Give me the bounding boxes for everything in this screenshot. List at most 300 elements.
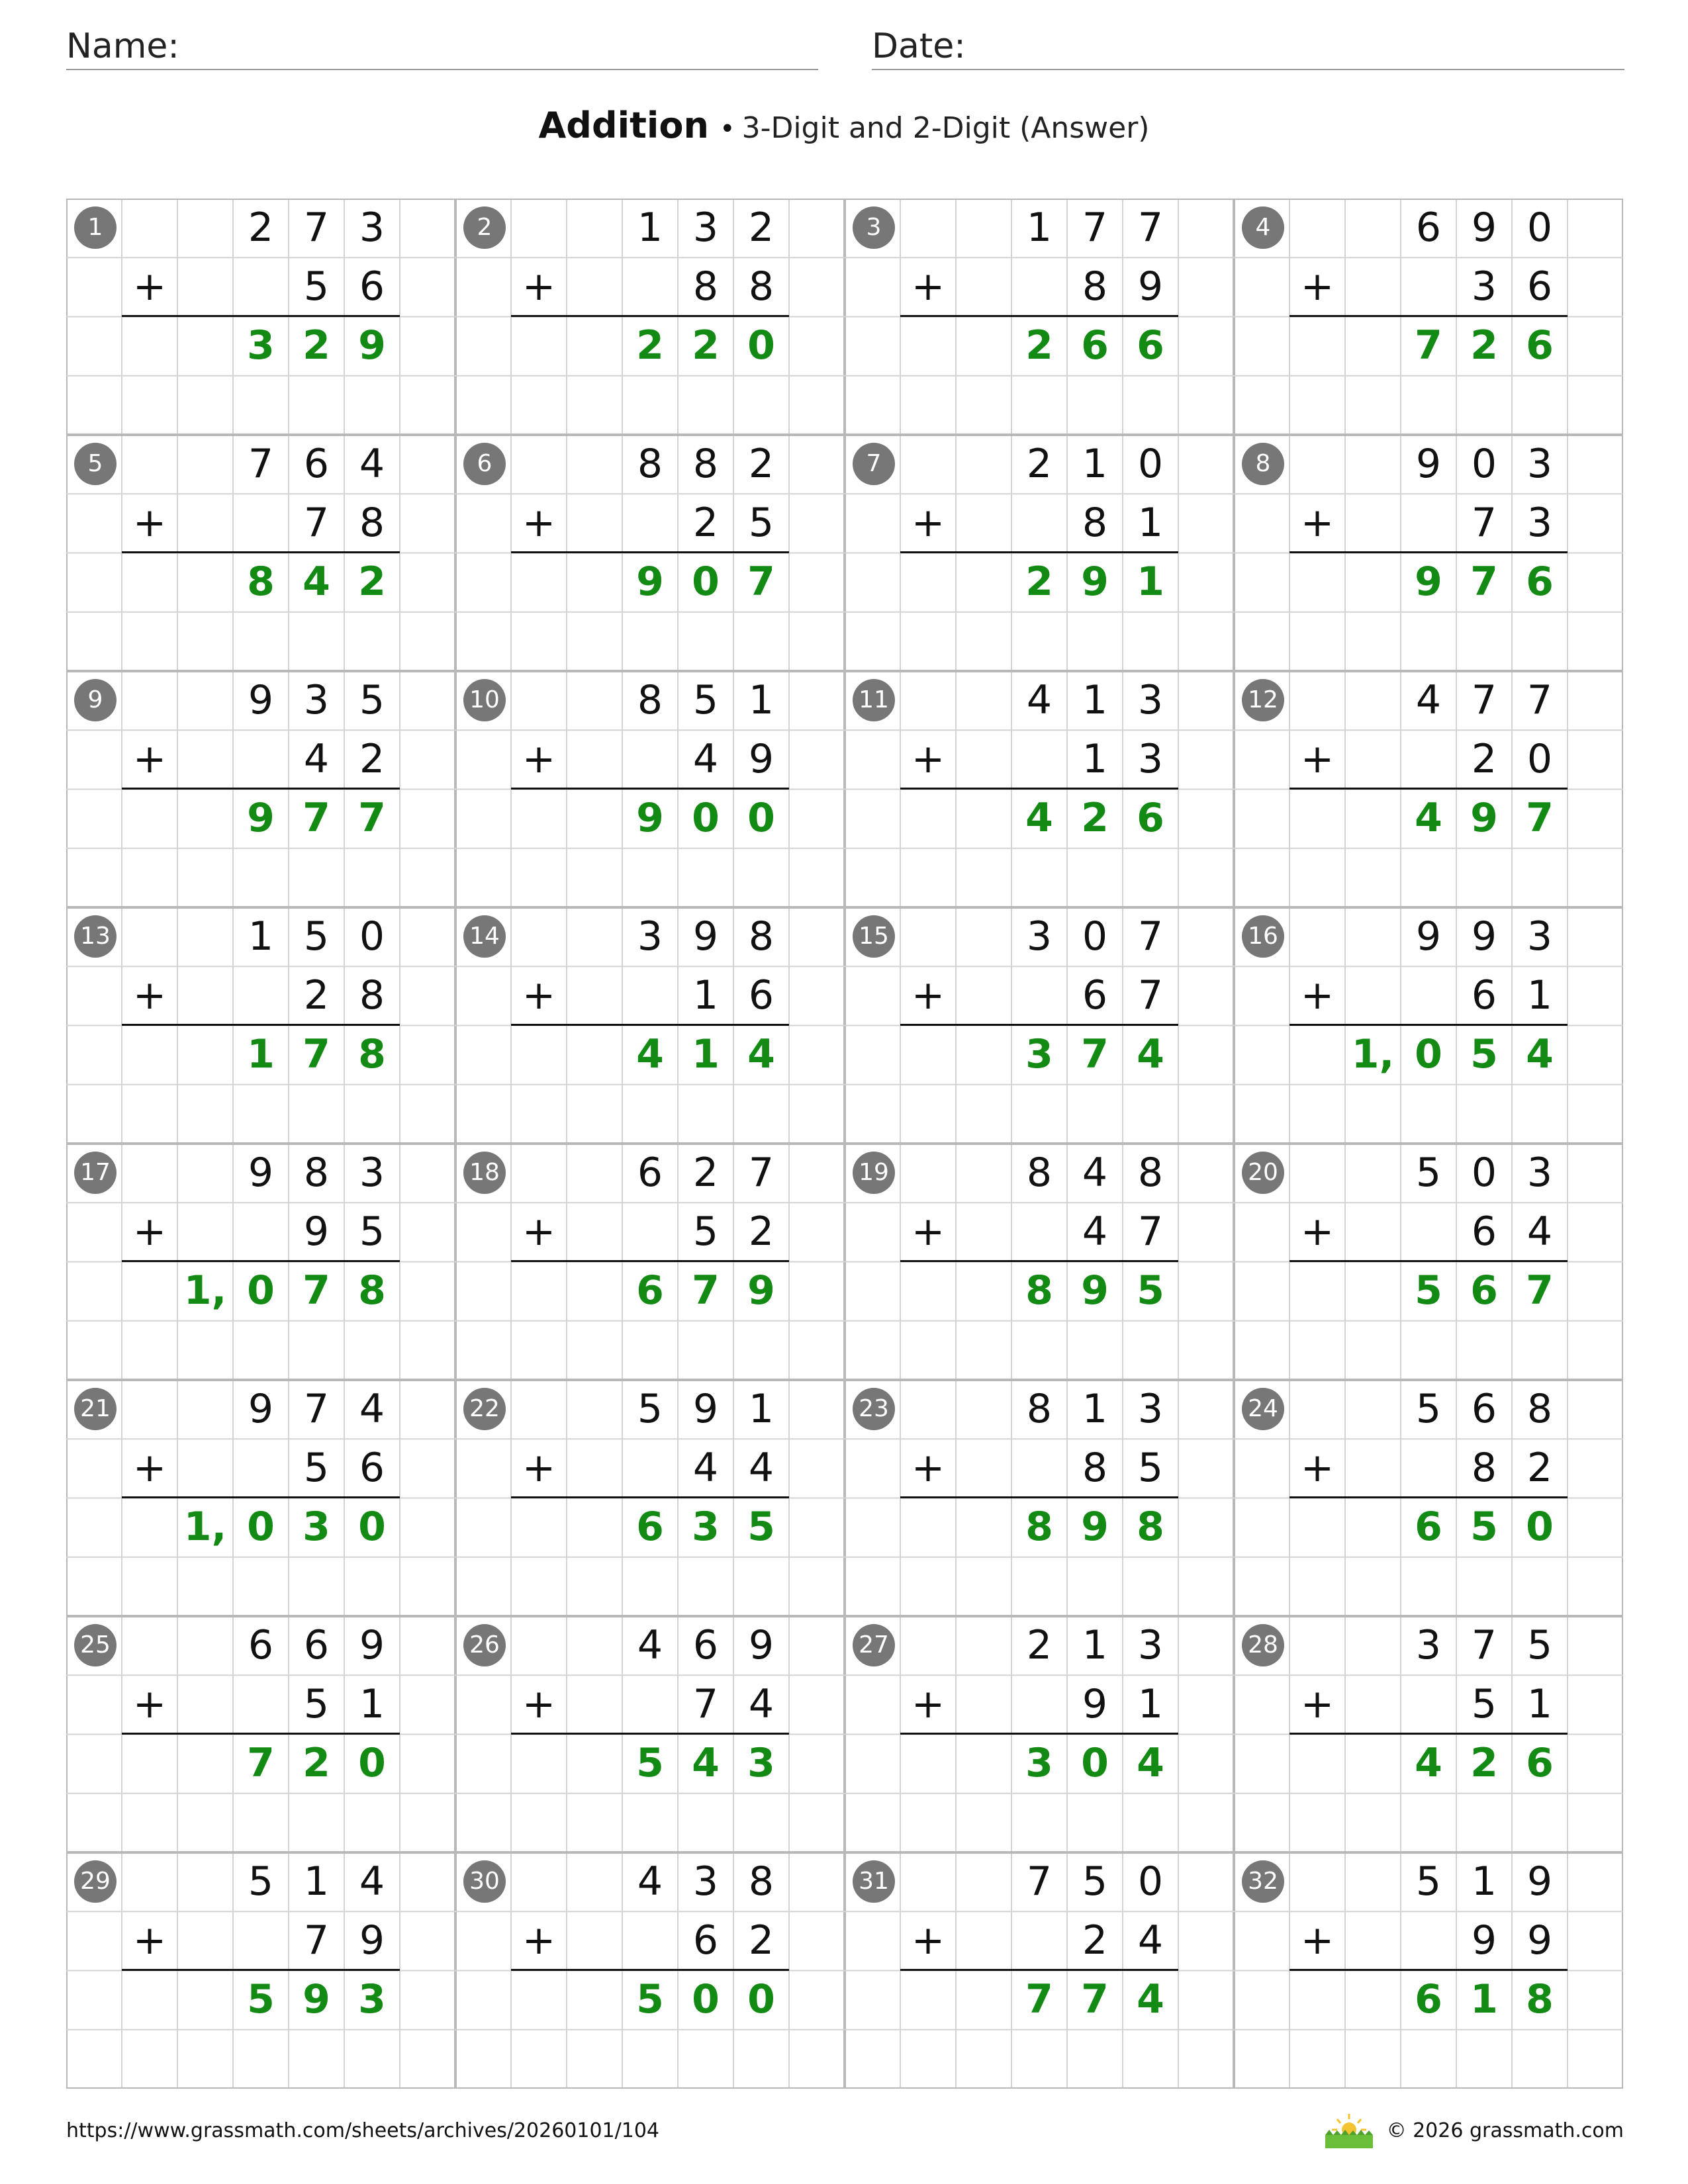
problem-number-badge: 23 xyxy=(853,1388,895,1430)
digit-cell: 9 xyxy=(748,1622,774,1668)
problem xyxy=(845,907,1234,1144)
addend-top xyxy=(233,1852,400,1911)
digit-cell: 7 xyxy=(303,795,330,841)
digit-cell: 6 xyxy=(248,1622,274,1668)
addend-bottom xyxy=(678,1439,789,1498)
addend-top xyxy=(1401,1144,1568,1203)
problem xyxy=(66,671,455,907)
digit-cell: 9 xyxy=(358,322,386,369)
answer xyxy=(1011,1261,1178,1320)
sum-rule-line xyxy=(1289,1969,1568,1971)
sum-rule-line xyxy=(122,788,400,790)
addend-bottom xyxy=(1456,1439,1568,1498)
digit-cell: 5 xyxy=(636,1976,664,2023)
answer xyxy=(1011,1498,1178,1557)
sum-rule-line xyxy=(1289,788,1568,790)
answer xyxy=(622,1970,789,2029)
digit-cell: 9 xyxy=(303,1208,330,1255)
digit-cell: 1 xyxy=(1082,677,1108,723)
digit-cell: 9 xyxy=(247,795,275,841)
digit-cell: 1, xyxy=(183,1504,227,1550)
digit-cell: 1 xyxy=(1082,1386,1108,1432)
digit-cell: 4 xyxy=(1415,795,1442,841)
digit-cell: 5 xyxy=(1137,1267,1164,1314)
digit-cell: 9 xyxy=(1471,1917,1497,1964)
digit-cell: 6 xyxy=(1471,972,1497,1019)
problem xyxy=(66,1616,455,1852)
addend-top xyxy=(622,435,789,494)
digit-cell: 4 xyxy=(1526,1208,1553,1255)
digit-cell: 2 xyxy=(692,322,720,369)
digit-cell: 3 xyxy=(359,205,385,251)
sum-rule-line xyxy=(900,1024,1178,1026)
plus-sign: + xyxy=(522,1208,556,1255)
addend-bottom xyxy=(289,966,400,1025)
digit-cell: 0 xyxy=(1526,205,1553,251)
digit-cell: 5 xyxy=(1470,1504,1498,1550)
addend-bottom xyxy=(289,730,400,789)
plus-sign: + xyxy=(911,1917,945,1964)
sum-rule-line xyxy=(511,1969,789,1971)
name-field[interactable] xyxy=(66,24,818,70)
plus-sign: + xyxy=(911,1681,945,1727)
digit-cell: 0 xyxy=(1415,1031,1442,1077)
addend-bottom xyxy=(678,494,789,553)
digit-cell: 4 xyxy=(1526,1031,1554,1077)
digit-cell: 4 xyxy=(692,1445,719,1491)
digit-cell: 0 xyxy=(1526,736,1553,782)
digit-cell: 9 xyxy=(248,677,274,723)
digit-cell: 7 xyxy=(1025,1976,1053,2023)
sum-rule-line xyxy=(1289,1024,1568,1026)
sum-rule-line xyxy=(511,551,789,553)
digit-cell: 6 xyxy=(1526,263,1553,310)
answer xyxy=(233,789,400,848)
digit-cell: 4 xyxy=(359,1386,385,1432)
digit-cell: 9 xyxy=(1081,1267,1109,1314)
digit-cell: 3 xyxy=(1526,500,1553,546)
sum-rule-line xyxy=(900,1496,1178,1498)
digit-cell: 6 xyxy=(1526,559,1554,605)
digit-cell: 5 xyxy=(1415,1858,1442,1905)
digit-cell: 3 xyxy=(692,1504,720,1550)
plus-sign: + xyxy=(132,972,167,1019)
addend-top xyxy=(1401,199,1568,257)
digit-cell: 0 xyxy=(359,913,385,960)
plus-sign: + xyxy=(1300,972,1335,1019)
problem-number-badge: 28 xyxy=(1242,1624,1284,1666)
digit-cell: 9 xyxy=(1137,263,1164,310)
digit-cell: 1 xyxy=(637,205,663,251)
digit-cell: 1 xyxy=(748,677,774,723)
addend-top xyxy=(622,1852,789,1911)
digit-cell: 3 xyxy=(637,913,663,960)
problem xyxy=(455,1616,845,1852)
digit-cell: 6 xyxy=(1471,1386,1497,1432)
digit-cell: 3 xyxy=(1137,1622,1164,1668)
problem xyxy=(66,1852,455,2089)
digit-cell: 2 xyxy=(303,1740,330,1786)
plus-sign: + xyxy=(522,263,556,310)
problem-number-badge: 20 xyxy=(1242,1152,1284,1194)
addend-top xyxy=(1011,1852,1178,1911)
problem-number-badge: 5 xyxy=(74,443,117,485)
digit-cell: 9 xyxy=(248,1386,274,1432)
footer-url[interactable]: https://www.grassmath.com/sheets/archives/20260101/104 xyxy=(66,2119,660,2142)
name-label: Name: xyxy=(66,26,179,66)
addend-top xyxy=(622,907,789,966)
digit-cell: 6 xyxy=(359,263,385,310)
answer xyxy=(233,1970,400,2029)
digit-cell: 4 xyxy=(359,441,385,487)
digit-cell: 7 xyxy=(1471,1622,1497,1668)
digit-cell: 6 xyxy=(1082,972,1108,1019)
date-field[interactable] xyxy=(872,24,1624,70)
answer xyxy=(622,316,789,375)
digit-cell: 0 xyxy=(1137,441,1164,487)
addend-top xyxy=(233,1144,400,1203)
digit-cell: 0 xyxy=(247,1267,275,1314)
answer xyxy=(1345,1025,1568,1084)
addend-top xyxy=(1011,1144,1178,1203)
addend-bottom xyxy=(1067,1911,1178,1970)
digit-cell: 8 xyxy=(1137,1504,1164,1550)
problem xyxy=(455,671,845,907)
addend-bottom xyxy=(289,1439,400,1498)
answer xyxy=(1401,1970,1568,2029)
problem-number-badge: 26 xyxy=(463,1624,506,1666)
digit-cell: 7 xyxy=(1137,1208,1164,1255)
digit-cell: 6 xyxy=(1415,205,1442,251)
digit-cell: 7 xyxy=(303,1917,330,1964)
digit-cell: 7 xyxy=(1137,913,1164,960)
problem xyxy=(845,1616,1234,1852)
problem xyxy=(66,1144,455,1380)
problem-number-badge: 2 xyxy=(463,206,506,249)
addend-top xyxy=(1401,671,1568,730)
digit-cell: 1 xyxy=(1526,972,1553,1019)
digit-cell: 2 xyxy=(1470,1740,1498,1786)
digit-cell: 5 xyxy=(692,677,719,723)
digit-cell: 8 xyxy=(692,263,719,310)
addend-top xyxy=(1401,1380,1568,1439)
digit-cell: 7 xyxy=(1470,559,1498,605)
addend-bottom xyxy=(678,1675,789,1734)
digit-cell: 9 xyxy=(1470,795,1498,841)
problem xyxy=(845,1144,1234,1380)
digit-cell: 5 xyxy=(1415,1267,1442,1314)
answer xyxy=(233,1734,400,1793)
sum-rule-line xyxy=(1289,1496,1568,1498)
digit-cell: 4 xyxy=(1026,677,1053,723)
footer-copyright: © 2026 grassmath.com xyxy=(1386,2119,1624,2142)
digit-cell: 7 xyxy=(303,1267,330,1314)
digit-cell: 2 xyxy=(1471,736,1497,782)
digit-cell: 4 xyxy=(692,1740,720,1786)
addend-bottom xyxy=(678,966,789,1025)
digit-cell: 0 xyxy=(747,1976,775,2023)
problem xyxy=(66,907,455,1144)
problem-number-badge: 19 xyxy=(853,1152,895,1194)
addend-top xyxy=(1401,1616,1568,1675)
digit-cell: 6 xyxy=(359,1445,385,1491)
answer xyxy=(233,1025,400,1084)
answer xyxy=(622,1261,789,1320)
digit-cell: 5 xyxy=(1415,1386,1442,1432)
digit-cell: 7 xyxy=(303,1386,330,1432)
digit-cell: 7 xyxy=(247,1740,275,1786)
digit-cell: 8 xyxy=(637,677,663,723)
digit-cell: 1 xyxy=(1082,1622,1108,1668)
digit-cell: 2 xyxy=(1470,322,1498,369)
digit-cell: 6 xyxy=(636,1267,664,1314)
digit-cell: 8 xyxy=(358,1031,386,1077)
answer xyxy=(1011,553,1178,612)
addend-top xyxy=(1011,671,1178,730)
addend-top xyxy=(233,671,400,730)
addend-bottom xyxy=(1456,257,1568,316)
digit-cell: 2 xyxy=(1081,795,1109,841)
digit-cell: 8 xyxy=(1082,1445,1108,1491)
digit-cell: 2 xyxy=(748,441,774,487)
digit-cell: 1 xyxy=(1470,1976,1498,2023)
digit-cell: 3 xyxy=(1471,263,1497,310)
digit-cell: 9 xyxy=(636,795,664,841)
addend-bottom xyxy=(1067,257,1178,316)
digit-cell: 5 xyxy=(1137,1445,1164,1491)
digit-cell: 4 xyxy=(636,1031,664,1077)
sum-rule-line xyxy=(900,315,1178,317)
sum-rule-line xyxy=(122,551,400,553)
plus-sign: + xyxy=(911,1445,945,1491)
digit-cell: 3 xyxy=(1025,1031,1053,1077)
problem xyxy=(66,199,455,435)
digit-cell: 4 xyxy=(1137,1031,1164,1077)
answer xyxy=(177,1261,400,1320)
digit-cell: 0 xyxy=(692,559,720,605)
problem-number-badge: 31 xyxy=(853,1860,895,1903)
sum-rule-line xyxy=(900,788,1178,790)
digit-cell: 5 xyxy=(247,1976,275,2023)
plus-sign: + xyxy=(1300,263,1335,310)
digit-cell: 4 xyxy=(748,1445,774,1491)
answer xyxy=(1401,789,1568,848)
addend-bottom xyxy=(289,257,400,316)
digit-cell: 7 xyxy=(303,205,330,251)
problem-number-badge: 17 xyxy=(74,1152,117,1194)
problem-number-badge: 12 xyxy=(1242,679,1284,721)
digit-cell: 6 xyxy=(1137,795,1164,841)
digit-cell: 4 xyxy=(303,736,330,782)
digit-cell: 2 xyxy=(358,559,386,605)
digit-cell: 9 xyxy=(1081,1504,1109,1550)
digit-cell: 9 xyxy=(1415,441,1442,487)
digit-cell: 1 xyxy=(247,1031,275,1077)
title-main: Addition xyxy=(538,105,709,146)
digit-cell: 3 xyxy=(1025,1740,1053,1786)
answer xyxy=(233,553,400,612)
sum-rule-line xyxy=(1289,315,1568,317)
problem xyxy=(845,1852,1234,2089)
digit-cell: 2 xyxy=(748,205,774,251)
digit-cell: 6 xyxy=(637,1150,663,1196)
digit-cell: 0 xyxy=(1082,913,1108,960)
digit-cell: 9 xyxy=(692,913,719,960)
problem xyxy=(455,435,845,671)
digit-cell: 3 xyxy=(1137,677,1164,723)
digit-cell: 0 xyxy=(692,795,720,841)
answer xyxy=(1011,789,1178,848)
problem-grid xyxy=(66,199,1623,2089)
problem-number-badge: 15 xyxy=(853,915,895,958)
digit-cell: 7 xyxy=(358,795,386,841)
plus-sign: + xyxy=(522,736,556,782)
sum-rule-line xyxy=(900,551,1178,553)
sum-rule-line xyxy=(511,1496,789,1498)
sum-rule-line xyxy=(1289,1733,1568,1735)
problem xyxy=(845,435,1234,671)
digit-cell: 4 xyxy=(1137,1740,1164,1786)
digit-cell: 6 xyxy=(303,1622,330,1668)
addend-bottom xyxy=(678,257,789,316)
problem-number-badge: 27 xyxy=(853,1624,895,1666)
digit-cell: 2 xyxy=(359,736,385,782)
digit-cell: 8 xyxy=(1026,1386,1053,1432)
digit-cell: 4 xyxy=(359,1858,385,1905)
digit-cell: 7 xyxy=(1415,322,1442,369)
digit-cell: 2 xyxy=(1025,559,1053,605)
digit-cell: 0 xyxy=(692,1976,720,2023)
digit-cell: 8 xyxy=(1025,1504,1053,1550)
digit-cell: 6 xyxy=(303,441,330,487)
digit-cell: 8 xyxy=(359,972,385,1019)
sum-rule-line xyxy=(122,1496,400,1498)
problem-number-badge: 21 xyxy=(74,1388,117,1430)
problem xyxy=(455,199,845,435)
digit-cell: 2 xyxy=(692,500,719,546)
sum-rule-line xyxy=(900,1260,1178,1262)
digit-cell: 8 xyxy=(1526,1976,1554,2023)
plus-sign: + xyxy=(132,263,167,310)
digit-cell: 0 xyxy=(358,1504,386,1550)
digit-cell: 9 xyxy=(636,559,664,605)
sum-rule-line xyxy=(122,315,400,317)
problem-number-badge: 18 xyxy=(463,1152,506,1194)
digit-cell: 1 xyxy=(303,1858,330,1905)
problem xyxy=(1234,671,1623,907)
problem-number-badge: 30 xyxy=(463,1860,506,1903)
digit-cell: 7 xyxy=(1081,1976,1109,2023)
digit-cell: 9 xyxy=(1526,1858,1553,1905)
problem xyxy=(845,199,1234,435)
digit-cell: 5 xyxy=(248,1858,274,1905)
digit-cell: 9 xyxy=(248,1150,274,1196)
digit-cell: 6 xyxy=(692,1622,719,1668)
addend-top xyxy=(1401,435,1568,494)
digit-cell: 1 xyxy=(359,1681,385,1727)
plus-sign: + xyxy=(911,736,945,782)
addend-bottom xyxy=(1067,730,1178,789)
digit-cell: 2 xyxy=(1026,441,1053,487)
digit-cell: 7 xyxy=(747,559,775,605)
digit-cell: 5 xyxy=(303,263,330,310)
digit-cell: 2 xyxy=(1025,322,1053,369)
digit-cell: 1 xyxy=(692,1031,720,1077)
answer xyxy=(1011,1970,1178,2029)
problem xyxy=(455,1380,845,1616)
answer xyxy=(622,789,789,848)
digit-cell: 2 xyxy=(1526,1445,1553,1491)
digit-cell: 8 xyxy=(1526,1386,1553,1432)
addend-top xyxy=(233,1380,400,1439)
digit-cell: 6 xyxy=(1415,1976,1442,2023)
plus-sign: + xyxy=(522,1681,556,1727)
addend-top xyxy=(622,1144,789,1203)
digit-cell: 6 xyxy=(1081,322,1109,369)
digit-cell: 5 xyxy=(1526,1622,1553,1668)
answer xyxy=(622,1734,789,1793)
digit-cell: 5 xyxy=(747,1504,775,1550)
digit-cell: 1 xyxy=(692,972,719,1019)
addend-top xyxy=(1011,435,1178,494)
addend-bottom xyxy=(289,1675,400,1734)
digit-cell: 0 xyxy=(1471,441,1497,487)
digit-cell: 5 xyxy=(692,1208,719,1255)
digit-cell: 6 xyxy=(1470,1267,1498,1314)
plus-sign: + xyxy=(1300,500,1335,546)
addend-bottom xyxy=(678,1911,789,1970)
problem-number-badge: 13 xyxy=(74,915,117,958)
answer xyxy=(1401,1734,1568,1793)
digit-cell: 0 xyxy=(1526,1504,1554,1550)
digit-cell: 4 xyxy=(1082,1208,1108,1255)
title-subtitle: 3-Digit and 2-Digit (Answer) xyxy=(741,111,1150,145)
problem xyxy=(1234,1380,1623,1616)
digit-cell: 8 xyxy=(1082,263,1108,310)
addend-top xyxy=(1401,907,1568,966)
addend-bottom xyxy=(1067,494,1178,553)
addend-bottom xyxy=(1067,1203,1178,1261)
addend-bottom xyxy=(678,1203,789,1261)
plus-sign: + xyxy=(132,736,167,782)
plus-sign: + xyxy=(522,972,556,1019)
problem-number-badge: 11 xyxy=(853,679,895,721)
answer xyxy=(1401,1261,1568,1320)
sum-rule-line xyxy=(122,1969,400,1971)
digit-cell: 0 xyxy=(747,795,775,841)
addend-top xyxy=(1011,199,1178,257)
addend-bottom xyxy=(289,1203,400,1261)
worksheet-title xyxy=(0,105,1688,146)
sum-rule-line xyxy=(900,1969,1178,1971)
sum-rule-line xyxy=(511,1733,789,1735)
addend-bottom xyxy=(1067,1439,1178,1498)
problem xyxy=(1234,1852,1623,2089)
plus-sign: + xyxy=(132,500,167,546)
answer xyxy=(233,316,400,375)
digit-cell: 5 xyxy=(637,1386,663,1432)
digit-cell: 8 xyxy=(637,441,663,487)
digit-cell: 2 xyxy=(303,972,330,1019)
digit-cell: 6 xyxy=(1471,1208,1497,1255)
digit-cell: 4 xyxy=(637,1858,663,1905)
digit-cell: 3 xyxy=(303,677,330,723)
problem-number-badge: 22 xyxy=(463,1388,506,1430)
plus-sign: + xyxy=(1300,1445,1335,1491)
digit-cell: 6 xyxy=(692,1917,719,1964)
digit-cell: 5 xyxy=(1082,1858,1108,1905)
digit-cell: 2 xyxy=(1026,1622,1053,1668)
